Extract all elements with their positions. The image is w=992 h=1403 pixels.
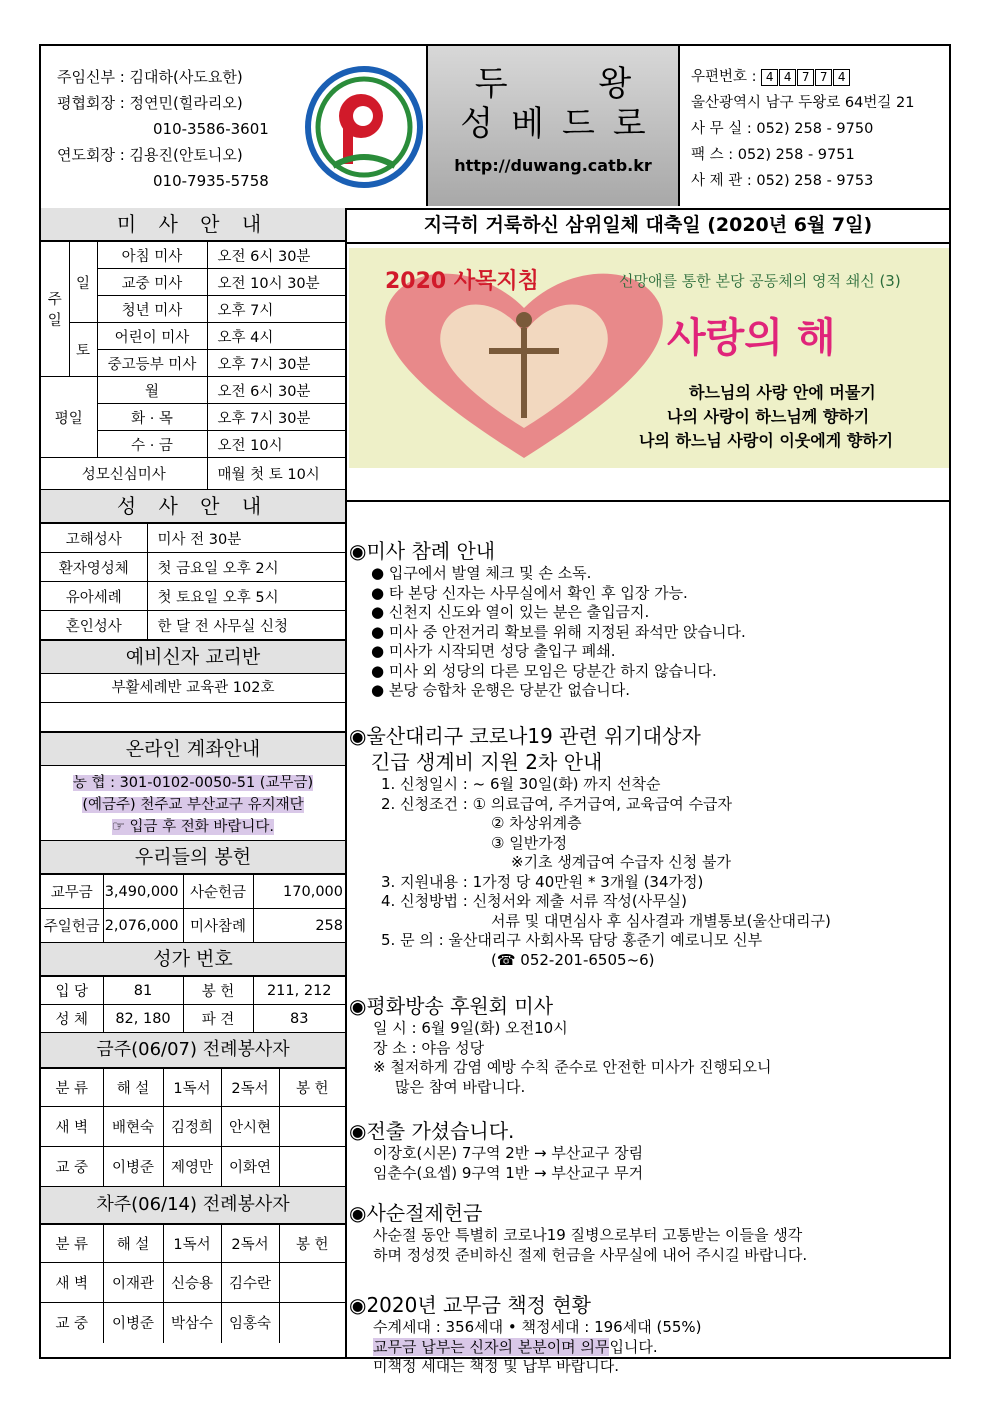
sacrament-time: 첫 토요일 오후 5시 — [147, 582, 345, 611]
mass-name: 아침 미사 — [97, 242, 207, 269]
servers-next-table — [41, 1224, 345, 1343]
server-cell: 김수란 — [221, 1263, 279, 1303]
notice-mass — [349, 538, 746, 701]
server-head: 분 류 — [41, 1069, 103, 1107]
contact-info — [691, 64, 914, 194]
server-cell: 박삼수 — [163, 1303, 221, 1343]
left-column — [41, 208, 347, 1359]
server-cell: 임홍숙 — [221, 1303, 279, 1343]
mass-schedule-table — [41, 241, 345, 490]
sat-label: 토 — [69, 323, 97, 377]
notice-item: ② 차상위계층 — [491, 814, 582, 832]
notice-item: 일 시 : 6월 9일(화) 오전10시 — [373, 1019, 568, 1037]
mass-name: 월 — [97, 377, 207, 404]
notice-item: ● 미사가 시작되면 성당 출입구 폐쇄. — [371, 642, 616, 660]
notice-title: ◉미사 참례 안내 — [349, 539, 496, 563]
server-head: 2독서 — [221, 1069, 279, 1107]
mass-time: 오후 4시 — [207, 323, 345, 350]
account-note: ☞ 입금 후 전화 바랍니다. — [111, 819, 275, 835]
banner-subtitle: 신망애를 통한 본당 공동체의 영적 쇄신 (3) — [619, 272, 901, 290]
notice-item: ● 미사 중 안전거리 확보를 위해 지정된 좌석만 앉습니다. — [371, 622, 746, 641]
notice-item: 임춘수(요셉) 9구역 1반 → 부산교구 무거 — [373, 1163, 644, 1182]
hymn-number: 83 — [253, 1005, 345, 1033]
prayer-phone: 010-7935-5758 — [153, 172, 269, 190]
notice-title: ◉사순절제헌금 — [349, 1201, 483, 1225]
mass-time: 오전 10시 30분 — [207, 269, 345, 296]
offering-value: 170,000 — [253, 875, 345, 909]
banner-line2: 나의 사랑이 하느님께 향하기 — [667, 407, 870, 426]
hymn-title: 성가 번호 — [41, 943, 345, 976]
mass-time: 매월 첫 토 10시 — [207, 458, 345, 490]
server-head: 분 류 — [41, 1225, 103, 1263]
offering-title: 우리들의 봉헌 — [41, 841, 345, 874]
sacrament-table — [41, 523, 345, 640]
prayer-line: 연도회장 : 김용진(안토니오) — [57, 146, 243, 164]
server-cell: 제영만 — [163, 1147, 221, 1187]
hymn-label: 입 당 — [41, 977, 103, 1005]
mass-time: 오후 7시 30분 — [207, 350, 345, 377]
account-holder: (예금주) 천주교 부산교구 유지재단 — [82, 797, 304, 813]
notice-item: ③ 일반가정 — [491, 833, 568, 852]
server-cell: 이병준 — [103, 1147, 163, 1187]
mass-name: 교중 미사 — [97, 269, 207, 296]
empty-row — [41, 703, 345, 733]
notice-item: 하며 정성껏 준비하신 절제 헌금을 사무실에 내어 주시길 바랍니다. — [373, 1245, 808, 1264]
sacrament-time: 미사 전 30분 — [147, 524, 345, 553]
server-cell: 교 중 — [41, 1147, 103, 1187]
server-cell — [279, 1147, 345, 1187]
mass-name: 화 · 목 — [97, 404, 207, 431]
server-cell: 새 벽 — [41, 1107, 103, 1147]
notice-item: 미책정 세대는 책정 및 납부 바랍니다. — [373, 1357, 619, 1375]
notice-item: ※기초 생계급여 수급자 신청 불가 — [511, 853, 732, 871]
notice-transfer — [349, 1118, 643, 1183]
servers-this-table — [41, 1068, 345, 1187]
banner-year: 2020 사목지침 — [385, 269, 539, 294]
offering-label: 사순헌금 — [183, 875, 253, 909]
notice-item: 4. 신청방법 : 신청서와 제출 서류 작성(사무실) — [381, 892, 688, 910]
server-cell: 새 벽 — [41, 1263, 103, 1303]
pastoral-banner — [349, 248, 949, 468]
mass-time: 오전 10시 — [207, 431, 345, 458]
title-line1: 두 왕 — [474, 64, 672, 104]
zip-digit: 7 — [815, 69, 832, 86]
notice-title: ◉2020년 교무금 책정 현황 — [349, 1293, 591, 1317]
sacrament-name: 환자영성체 — [41, 553, 147, 582]
notice-item: 서류 및 대면심사 후 심사결과 개별통보(울산대리구) — [491, 911, 831, 930]
notice-item: ● 타 본당 신자는 사무실에서 확인 후 입장 가능. — [371, 583, 688, 602]
notice-item: 2. 신청조건 : ① 의료급여, 주거급여, 교육급여 수급자 — [381, 794, 733, 813]
mass-schedule-title: 미 사 안 내 — [41, 208, 345, 241]
mass-name: 어린이 미사 — [97, 323, 207, 350]
divider — [347, 500, 949, 502]
server-head: 1독서 — [163, 1069, 221, 1107]
notice-item: ● 본당 승합차 운행은 당분간 없습니다. — [371, 681, 631, 699]
server-cell: 이병준 — [103, 1303, 163, 1343]
offering-label: 교무금 — [41, 875, 103, 909]
server-cell: 이재관 — [103, 1263, 163, 1303]
notice-item: ※ 철저하게 감염 예방 수칙 준수로 안전한 미사가 진행되오니 — [373, 1058, 772, 1076]
notice-lent — [349, 1200, 807, 1265]
notice-item: (☎ 052-201-6505~6) — [491, 950, 655, 969]
server-cell — [279, 1263, 345, 1303]
mass-name: 청년 미사 — [97, 296, 207, 323]
sacrament-title: 성 사 안 내 — [41, 490, 345, 523]
server-head: 해 설 — [103, 1225, 163, 1263]
notice-item: 장 소 : 야음 성당 — [373, 1038, 485, 1057]
catechumen-class: 부활세례반 교육관 102호 — [41, 674, 345, 703]
notice-broadcast — [349, 993, 771, 1097]
mass-name: 성모신심미사 — [41, 458, 207, 490]
title-line2: 성베드로 — [460, 104, 664, 144]
hymn-label: 봉 헌 — [183, 977, 253, 1005]
notice-item: 많은 참여 바랍니다. — [395, 1077, 526, 1096]
hymn-label: 성 체 — [41, 1005, 103, 1033]
notice-dues — [349, 1292, 702, 1377]
offering-value: 2,076,000 — [103, 909, 183, 943]
sunday-label: 주일 — [41, 242, 69, 377]
notice-item: 사순절 동안 특별히 코로나19 질병으로부터 고통받는 이들을 생각 — [373, 1226, 803, 1244]
notice-item: ● 입구에서 발열 체크 및 손 소독. — [371, 564, 592, 582]
zip-digit: 7 — [797, 69, 814, 86]
fax-number: 팩 스 : 052) 258 - 9751 — [691, 147, 855, 163]
hymn-table — [41, 976, 345, 1033]
notice-item: ● 신천지 신도와 열이 있는 분은 출입금지. — [371, 603, 650, 621]
offering-value: 258 — [253, 909, 345, 943]
server-head: 해 설 — [103, 1069, 163, 1107]
offering-table — [41, 874, 345, 943]
notice-item: 3. 지원내용 : 1가정 당 40만원 * 3개월 (34가정) — [381, 872, 704, 891]
notice-item — [349, 1338, 702, 1358]
offering-label: 미사참례 — [183, 909, 253, 943]
hymn-label: 파 견 — [183, 1005, 253, 1033]
hymn-number: 82, 180 — [103, 1005, 183, 1033]
zip-label: 우편번호 : — [691, 69, 757, 85]
website-link[interactable]: http://duwang.catb.kr — [454, 156, 652, 175]
rectory-phone: 사 제 관 : 052) 258 - 9753 — [691, 173, 874, 189]
banner-line3: 나의 하느님 사랑이 이웃에게 향하기 — [639, 431, 894, 450]
sacrament-time: 한 달 전 사무실 신청 — [147, 611, 345, 640]
address: 울산광역시 남구 두왕로 64번길 21 — [691, 95, 915, 111]
parish-title-box — [426, 46, 680, 206]
account-title: 온라인 계좌안내 — [41, 733, 345, 766]
notice-item: 1. 신청일시 : ~ 6월 30일(화) 까지 선착순 — [381, 775, 661, 793]
server-cell — [279, 1303, 345, 1343]
server-cell: 배현숙 — [103, 1107, 163, 1147]
bulletin-frame — [39, 44, 951, 1375]
notice-item: ● 미사 외 성당의 다른 모임은 당분간 하지 않습니다. — [371, 661, 717, 680]
weekday-label: 평일 — [41, 377, 97, 458]
zip-digit: 4 — [833, 69, 850, 86]
hymn-number: 81 — [103, 977, 183, 1005]
server-cell: 김정희 — [163, 1107, 221, 1147]
dues-highlight: 교무금 납부는 신자의 본분이며 의무 — [373, 1337, 610, 1356]
server-head: 1독서 — [163, 1225, 221, 1263]
notice-item: 이장호(시몬) 7구역 2반 → 부산교구 장림 — [373, 1144, 644, 1162]
sacrament-name: 혼인성사 — [41, 611, 147, 640]
bulletin-header — [41, 46, 949, 210]
account-info — [41, 766, 345, 841]
parish-staff — [57, 64, 269, 194]
mass-time: 오후 7시 — [207, 296, 345, 323]
hymn-number: 211, 212 — [253, 977, 345, 1005]
council-phone: 010-3586-3601 — [153, 120, 269, 138]
banner-line1: 하느님의 사랑 안에 머물기 — [689, 383, 876, 402]
zip-digit: 4 — [761, 69, 778, 86]
sacrament-time: 첫 금요일 오후 2시 — [147, 553, 345, 582]
sun-label: 일 — [69, 242, 97, 323]
notice-title: ◉평화방송 후원회 미사 — [349, 994, 554, 1018]
servers-this-title: 금주(06/07) 전례봉사자 — [41, 1033, 345, 1068]
notice-item: 5. 문 의 : 울산대리구 사회사목 담당 홍준기 예로니모 신부 — [381, 931, 763, 949]
office-phone: 사 무 실 : 052) 258 - 9750 — [691, 121, 874, 137]
server-cell: 이화연 — [221, 1147, 279, 1187]
catechumen-title: 예비신자 교리반 — [41, 640, 345, 674]
notice-title2: 긴급 생계비 지원 2차 안내 — [371, 750, 603, 774]
server-cell: 안시현 — [221, 1107, 279, 1147]
mass-time: 오후 7시 30분 — [207, 404, 345, 431]
account-number: 농 협 : 301-0102-0050-51 (교무금) — [72, 775, 314, 791]
mass-name: 중고등부 미사 — [97, 350, 207, 377]
banner-main: 사랑의 해 — [667, 315, 836, 361]
zip-row — [691, 64, 914, 90]
mass-time: 오전 6시 30분 — [207, 377, 345, 404]
zip-digit: 4 — [779, 69, 796, 86]
offering-value: 3,490,000 — [103, 875, 183, 909]
server-head: 봉 헌 — [279, 1225, 345, 1263]
mass-time: 오전 6시 30분 — [207, 242, 345, 269]
dues-suffix: 입니다. — [609, 1337, 658, 1356]
offering-label: 주일헌금 — [41, 909, 103, 943]
right-column — [347, 208, 949, 1375]
pastor-line: 주임신부 : 김대하(사도요한) — [57, 68, 243, 86]
server-cell — [279, 1107, 345, 1147]
server-cell: 교 중 — [41, 1303, 103, 1343]
server-head: 봉 헌 — [279, 1069, 345, 1107]
notice-title: ◉울산대리구 코로나19 관련 위기대상자 — [349, 724, 701, 748]
council-line: 평협회장 : 정연민(힐라리오) — [57, 94, 243, 112]
parish-logo-icon — [303, 66, 425, 188]
notice-title: ◉전출 가셨습니다. — [349, 1119, 515, 1143]
notice-item: 수계세대 : 356세대 • 책정세대 : 196세대 (55%) — [373, 1318, 702, 1336]
sacrament-name: 고해성사 — [41, 524, 147, 553]
sacrament-name: 유아세례 — [41, 582, 147, 611]
server-cell: 신승용 — [163, 1263, 221, 1303]
server-head: 2독서 — [221, 1225, 279, 1263]
servers-next-title: 차주(06/14) 전례봉사자 — [41, 1187, 345, 1224]
notice-relief — [349, 723, 831, 970]
feast-title: 지극히 거룩하신 삼위일체 대축일 (2020년 6월 7일) — [347, 208, 949, 244]
mass-name: 수 · 금 — [97, 431, 207, 458]
